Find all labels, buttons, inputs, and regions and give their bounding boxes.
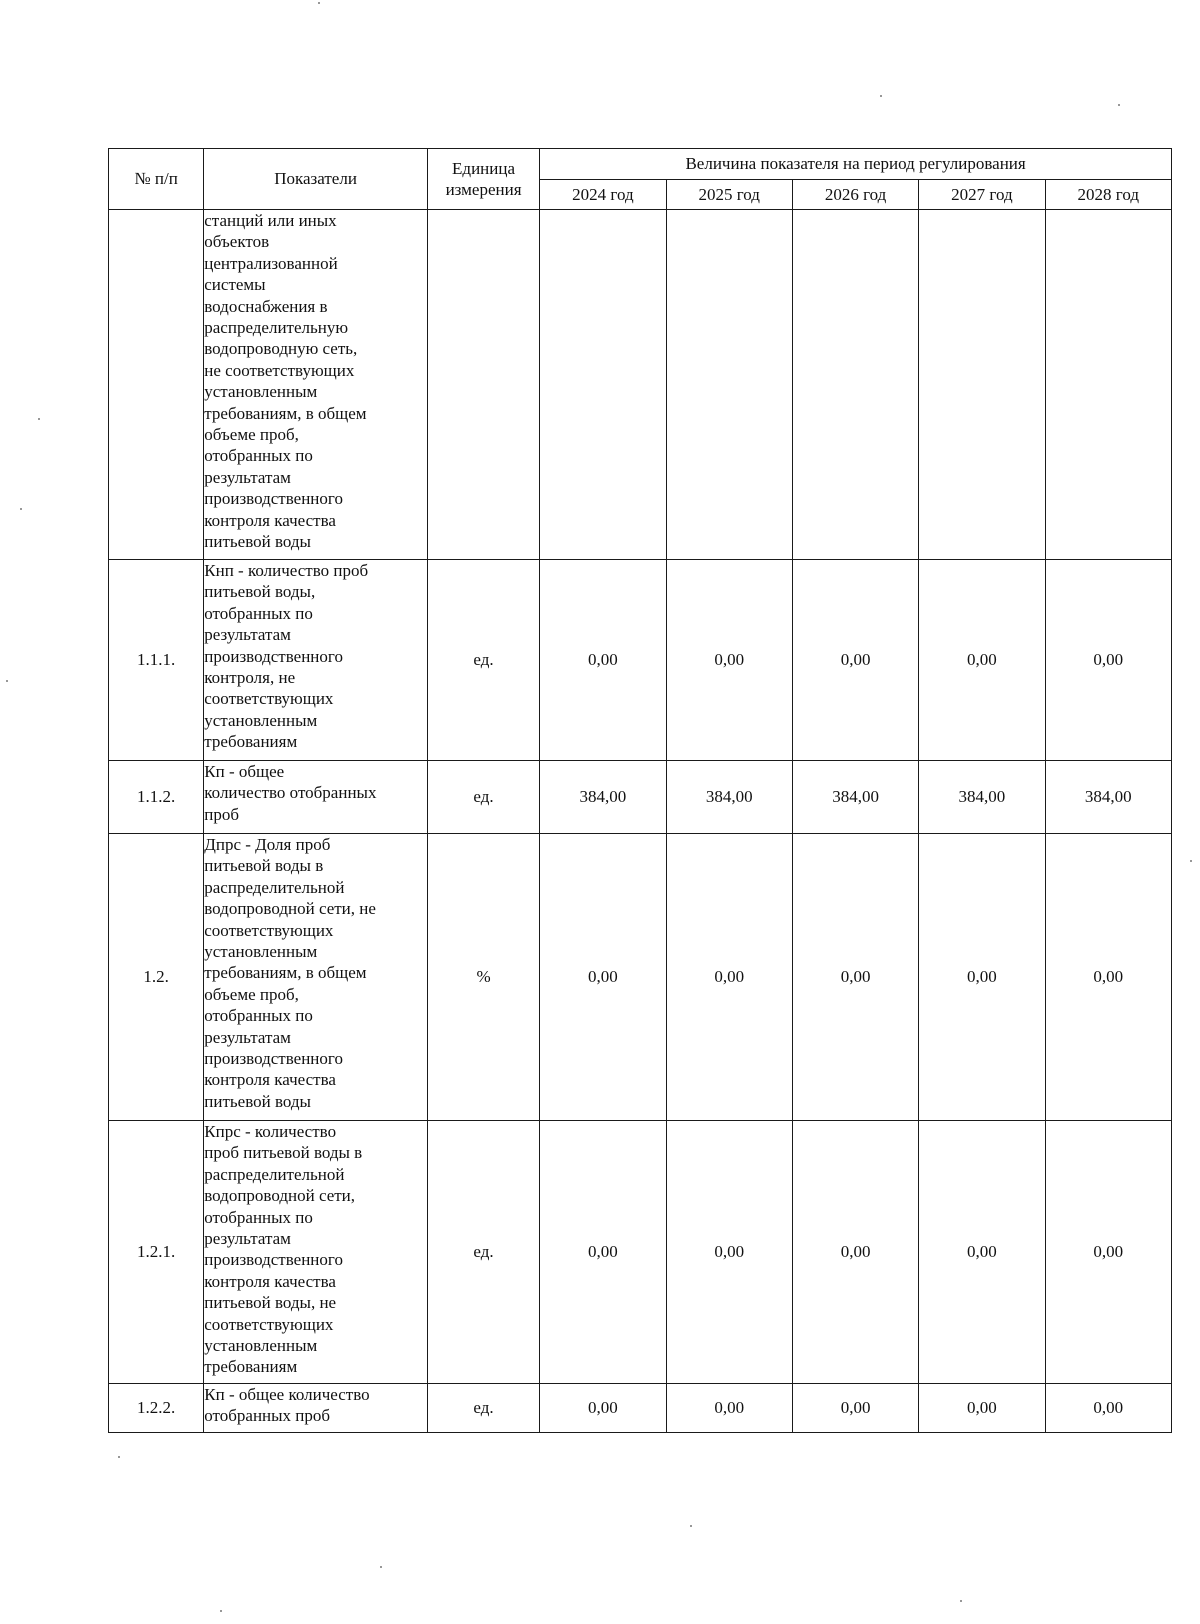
row-number: 1.2.1.: [109, 1121, 204, 1384]
row-unit: ед.: [427, 1384, 539, 1433]
value-cell: 0,00: [1045, 1121, 1171, 1384]
value-cell: 384,00: [792, 761, 918, 834]
value-cell: [540, 210, 666, 560]
scan-speck: [318, 2, 320, 4]
value-cell: 0,00: [540, 560, 666, 761]
row-indicator: Дпрс - Доля проб питьевой воды в распределительной водопроводной сети, не соответствующих установленным требованиям, в общем объеме проб, отобранных по результатам производственного контроля качества питьевой воды: [204, 834, 428, 1121]
table-row: [109, 761, 1172, 834]
header-period-group: Величина показателя на период регулирования: [540, 149, 1172, 180]
value-cell: 384,00: [540, 761, 666, 834]
scan-speck: [118, 1456, 120, 1458]
table-row: [109, 834, 1172, 1121]
scan-speck: [1190, 860, 1192, 862]
value-cell: 384,00: [1045, 761, 1171, 834]
value-cell: 0,00: [1045, 834, 1171, 1121]
header-number: № п/п: [109, 149, 204, 210]
value-cell: 0,00: [1045, 560, 1171, 761]
row-number: 1.1.1.: [109, 560, 204, 761]
row-unit: ед.: [427, 1121, 539, 1384]
value-cell: [666, 210, 792, 560]
scan-speck: [20, 508, 22, 510]
scan-speck: [1118, 104, 1120, 106]
value-cell: [1045, 210, 1171, 560]
value-cell: 0,00: [666, 834, 792, 1121]
row-number: [109, 210, 204, 560]
scan-speck: [960, 1600, 962, 1602]
value-cell: 384,00: [666, 761, 792, 834]
header-year: 2025 год: [666, 180, 792, 210]
header-year: 2024 год: [540, 180, 666, 210]
header-year: 2027 год: [919, 180, 1045, 210]
scan-speck: [880, 95, 882, 97]
row-unit: ед.: [427, 761, 539, 834]
value-cell: 0,00: [919, 560, 1045, 761]
header-year: 2028 год: [1045, 180, 1171, 210]
scan-speck: [6, 680, 8, 682]
value-cell: 0,00: [666, 1121, 792, 1384]
table-row: [109, 210, 1172, 560]
row-unit: [427, 210, 539, 560]
value-cell: 0,00: [540, 834, 666, 1121]
row-unit: %: [427, 834, 539, 1121]
value-cell: 0,00: [792, 1384, 918, 1433]
value-cell: 0,00: [540, 1384, 666, 1433]
value-cell: 0,00: [919, 1121, 1045, 1384]
value-cell: 0,00: [919, 834, 1045, 1121]
value-cell: 384,00: [919, 761, 1045, 834]
row-number: 1.2.: [109, 834, 204, 1121]
row-indicator: Кп - общее количество отобранных проб: [204, 1384, 428, 1433]
header-unit: Единица измерения: [427, 149, 539, 210]
row-unit: ед.: [427, 560, 539, 761]
value-cell: 0,00: [1045, 1384, 1171, 1433]
scan-speck: [690, 1525, 692, 1527]
value-cell: [919, 210, 1045, 560]
value-cell: 0,00: [792, 560, 918, 761]
header-year: 2026 год: [792, 180, 918, 210]
scan-speck: [380, 1566, 382, 1568]
value-cell: 0,00: [792, 1121, 918, 1384]
table-row: [109, 1121, 1172, 1384]
header-row: [109, 149, 1172, 180]
value-cell: 0,00: [919, 1384, 1045, 1433]
scan-speck: [220, 1610, 222, 1612]
table-row: [109, 1384, 1172, 1433]
row-number: 1.1.2.: [109, 761, 204, 834]
row-indicator: Кнп - количество проб питьевой воды, отобранных по результатам производственного контроля, не соответствующих установленным требованиям: [204, 560, 428, 761]
row-indicator: Кпрс - количество проб питьевой воды в распределительной водопроводной сети, отобранных по результатам производственного контроля качества питьевой воды, не соответствующих установленным требованиям: [204, 1121, 428, 1384]
scan-speck: [38, 418, 40, 420]
value-cell: 0,00: [666, 560, 792, 761]
indicators-table: [108, 148, 1172, 1433]
row-indicator: Кп - общее количество отобранных проб: [204, 761, 428, 834]
row-indicator: станций или иных объектов централизованной системы водоснабжения в распределительную водопроводную сеть, не соответствующих установленным требованиям, в общем объеме проб, отобранных по результатам производственного контроля качества питьевой воды: [204, 210, 428, 560]
value-cell: 0,00: [540, 1121, 666, 1384]
header-indicator: Показатели: [204, 149, 428, 210]
value-cell: 0,00: [666, 1384, 792, 1433]
table-row: [109, 560, 1172, 761]
value-cell: 0,00: [792, 834, 918, 1121]
value-cell: [792, 210, 918, 560]
row-number: 1.2.2.: [109, 1384, 204, 1433]
